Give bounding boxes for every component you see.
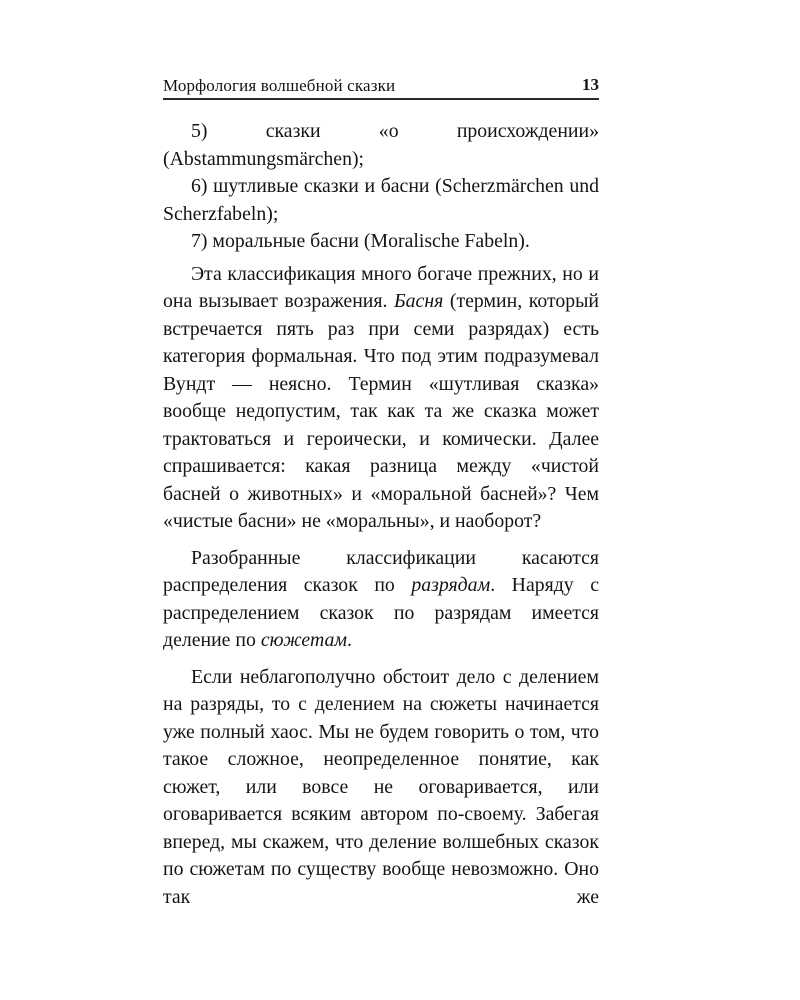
paragraph1-text-a: Эта классификация много богаче прежних, но и она вызывает возражения. [163,262,599,312]
list-item-6: 6) шутливые сказки и басни (Scherzmärchen und Scherzfabeln); [163,175,599,225]
paragraph2-text-a: Разобранные классификации касаются распределения сказок по [163,546,599,596]
paragraph-plot-division: Если неблагополучно обстоит дело с делением на разряды, то с делением на сюжеты начинается уже полный хаос. Мы не будем говорить о том, что такое сложное, неопределенное понятие, как сюжет, или вовсе не оговаривается, или оговаривается всяким автором по-своему. Забегая вперед, мы скажем, что деление волшебных сказок по сюжетам по существу вообще невозможно. Оно так же [163,665,599,908]
paragraph2-italic-syuzhetam: сюжетам [260,629,347,651]
paragraph2-text-b: . Наряду с распределением сказок по разрядам имеется деление по [163,574,599,651]
paragraph1-text-b: (термин, который встречается пять раз при семи разрядах) есть категория формальная. Что под этим подразумевал Вундт — неясно. Термин «шутливая сказка» вообще недопустим, так как та же сказка может трактоваться и героически, и комически. Далее спрашивается: какая разница между «чистой басней о животных» и «моральной басней»? Чем «чистые басни» не «моральны», и наоборот? [163,290,600,532]
paragraph-classification-critique [163,261,599,536]
running-title: Морфология волшебной сказки [163,76,396,95]
paragraph2-text-c: . [347,629,352,651]
paragraph2-italic-razryadam: разрядам [411,574,491,596]
page-header [163,74,599,100]
page-number: 13 [582,75,599,94]
paragraph-distribution [163,545,599,655]
body-text [163,118,599,911]
list-item-5: 5) сказки «о происхождении» (Abstammungsmärchen); [163,120,599,170]
paragraph1-italic-basnya: Басня [393,290,444,312]
list-item-7: 7) моральные басни (Moralische Fabeln). [191,230,530,252]
